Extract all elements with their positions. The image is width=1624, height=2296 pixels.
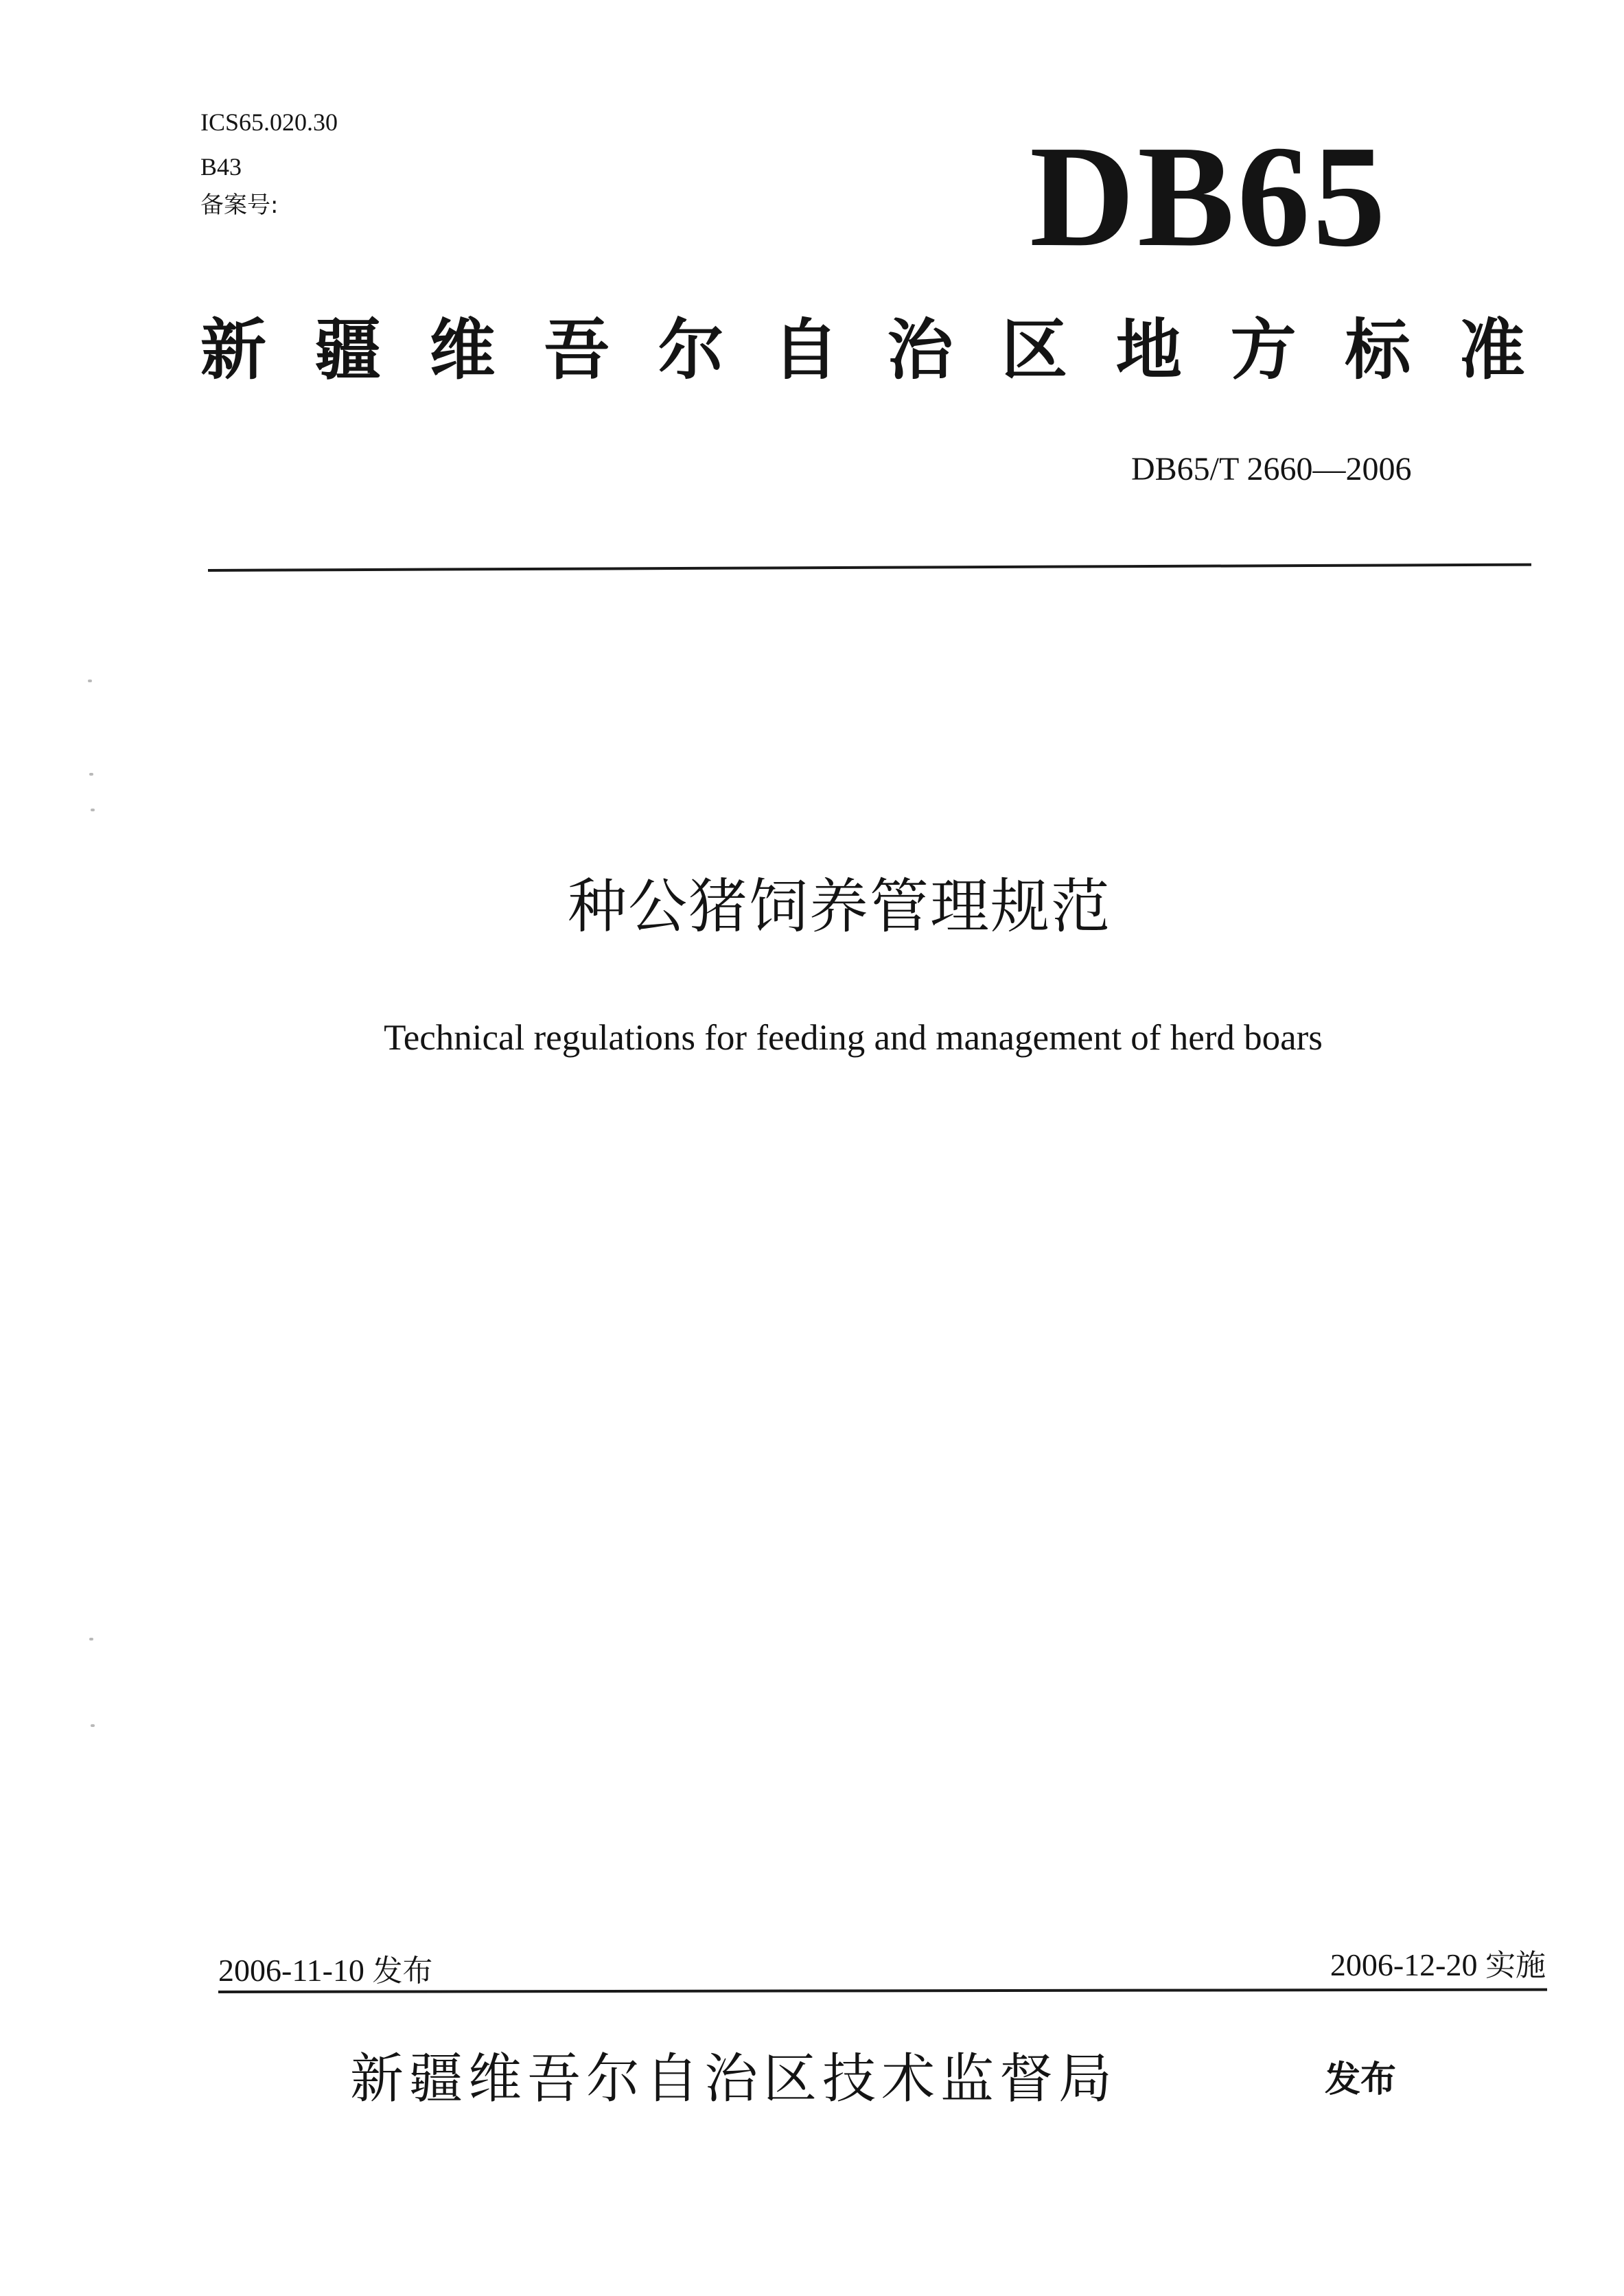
standard-type-char: 地 xyxy=(1115,312,1182,389)
implementation-date xyxy=(1330,1949,1546,1981)
standard-type-char: 准 xyxy=(1459,312,1525,389)
implementation-date-label: 实施 xyxy=(1485,1948,1546,1983)
standard-type-char: 新 xyxy=(200,312,266,389)
standard-type-heading xyxy=(200,312,1525,389)
classification-code: B43 xyxy=(200,153,242,181)
standard-number: DB65/T 2660—2006 xyxy=(1131,451,1412,487)
footer-divider xyxy=(218,1988,1547,1993)
standard-type-char: 治 xyxy=(887,312,953,389)
scan-speck xyxy=(89,773,93,776)
standard-type-char: 尔 xyxy=(658,312,724,389)
standard-mark: DB65 xyxy=(1030,115,1389,277)
standard-type-char: 吾 xyxy=(544,312,610,389)
ics-code: ICS65.020.30 xyxy=(200,108,338,136)
header-divider xyxy=(208,564,1531,572)
standard-type-char: 自 xyxy=(772,312,839,389)
standard-type-char: 标 xyxy=(1345,312,1411,389)
issue-date-value: 2006-11-10 xyxy=(218,1953,364,1988)
standard-type-char: 区 xyxy=(1001,312,1068,389)
document-title-cn: 种公猪饲养管理规范 xyxy=(568,872,1111,941)
issuing-authority: 新疆维吾尔自治区技术监督局 xyxy=(350,2048,1118,2110)
issuing-authority-suffix: 发布 xyxy=(1325,2059,1397,2100)
scan-speck xyxy=(91,1724,95,1727)
standard-type-char: 疆 xyxy=(314,312,381,389)
issue-date xyxy=(218,1955,432,1986)
standard-type-char: 方 xyxy=(1230,312,1297,389)
standard-type-char: 维 xyxy=(429,312,496,389)
issue-date-label: 发布 xyxy=(372,1953,433,1988)
record-number-label: 备案号: xyxy=(200,192,279,219)
document-title-en: Technical regulations for feeding and management of herd boars xyxy=(384,1018,1323,1058)
scan-speck xyxy=(91,809,95,811)
implementation-date-value: 2006-12-20 xyxy=(1330,1947,1478,1982)
scan-speck xyxy=(88,680,92,682)
scan-speck xyxy=(89,1638,93,1640)
